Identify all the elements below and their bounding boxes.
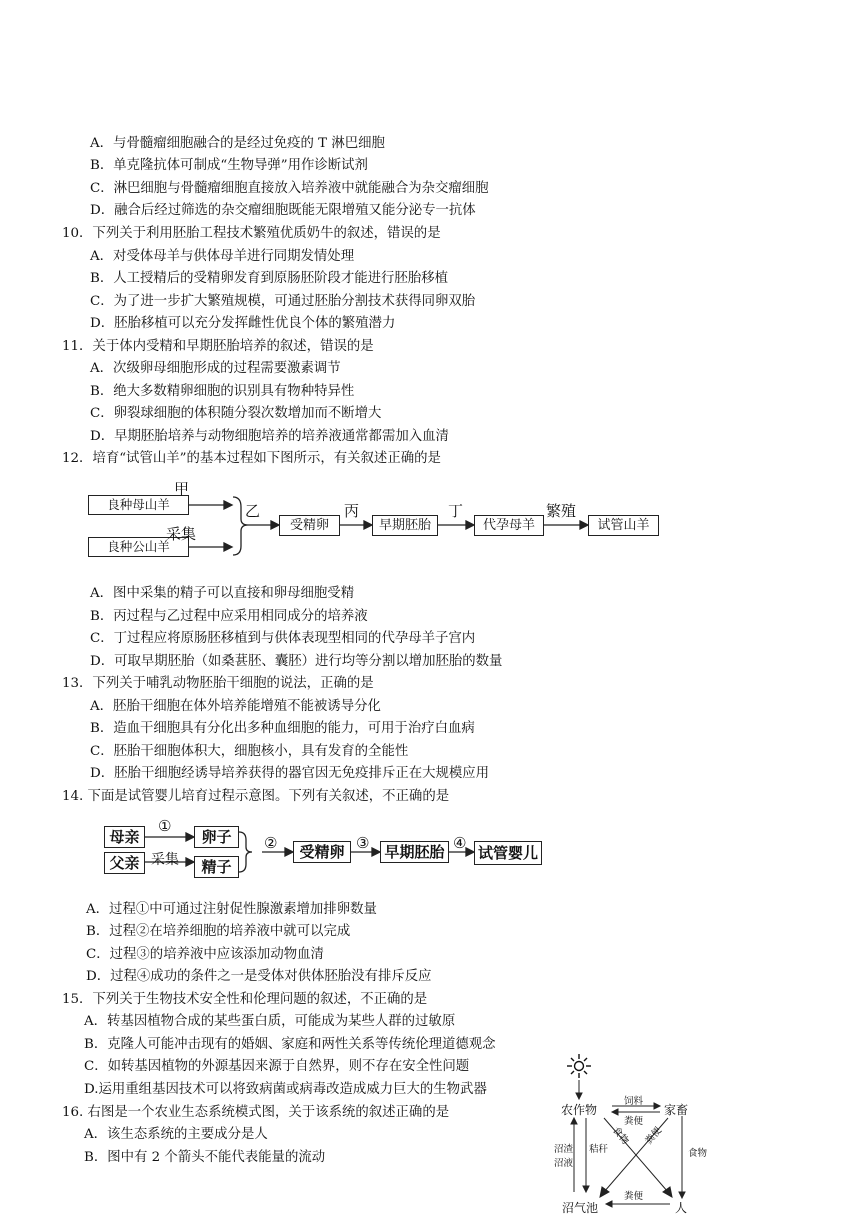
q16-label-liquid: 沼液 — [554, 1158, 574, 1169]
q12-option-c: C．丁过程应将原肠胚移植到与供体表现型相同的代孕母羊子宫内 — [90, 631, 476, 646]
q14-box-zygote: 受精卵 — [293, 841, 351, 863]
q9-option-d: D．融合后经过筛选的杂交瘤细胞既能无限增殖又能分泌专一抗体 — [90, 203, 476, 218]
q11-option-c: C．卵裂球细胞的体积随分裂次数增加而不断增大 — [90, 406, 382, 421]
q14-box-mother: 母亲 — [104, 826, 145, 848]
q10-option-c: C．为了进一步扩大繁殖规模，可通过胚胎分割技术获得同卵双胎 — [90, 294, 476, 309]
q10-stem: 10．下列关于利用胚胎工程技术繁殖优质奶牛的叙述，错误的是 — [62, 226, 441, 241]
q14-step-3: ③ — [356, 834, 370, 852]
q12-box-female-goat: 良种母山羊 — [88, 495, 189, 515]
q16-label-straw: 秸秆 — [589, 1144, 609, 1155]
q14-step-4: ④ — [453, 834, 467, 852]
q9-option-a: A．与骨髓瘤细胞融合的是经过免疫的 T 淋巴细胞 — [90, 136, 385, 151]
q11-option-d: D．早期胚胎培养与动物细胞培养的培养液通常都需加入血清 — [90, 429, 449, 444]
q15-stem: 15．下列关于生物技术安全性和伦理问题的叙述，不正确的是 — [62, 992, 428, 1007]
q12-stem: 12．培育“试管山羊”的基本过程如下图所示，有关叙述正确的是 — [62, 451, 441, 466]
q12-label-jia: 甲 — [174, 480, 190, 498]
q12-box-male-goat: 良种公山羊 — [88, 537, 189, 557]
q16-label-residue: 沼渣 — [554, 1144, 574, 1155]
q11-option-a: A．次级卵母细胞形成的过程需要激素调节 — [90, 361, 341, 376]
q13-option-b: B．造血干细胞具有分化出多种血细胞的能力，可用于治疗白血病 — [90, 721, 475, 736]
q14-box-embryo: 早期胚胎 — [380, 841, 449, 863]
q15-option-a: A．转基因植物合成的某些蛋白质，可能成为某些人群的过敏原 — [84, 1014, 456, 1029]
q16-node-biogas: 沼气池 — [562, 1201, 599, 1215]
q16-label-manure-bottom: 粪便 — [624, 1191, 644, 1202]
q16-node-crops: 农作物 — [561, 1103, 598, 1117]
q16-label-feed: 饲料 — [624, 1096, 644, 1107]
q14-step-2: ② — [264, 834, 278, 852]
q10-option-b: B．人工授精后的受精卵发育到原肠胚阶段才能进行胚胎移植 — [90, 271, 448, 286]
q12-box-zygote: 受精卵 — [279, 515, 340, 536]
q14-option-b: B．过程②在培养细胞的培养液中就可以完成 — [86, 924, 351, 939]
q14-label-caiji: 采集 — [151, 852, 179, 868]
q12-box-test-tube-goat: 试管山羊 — [588, 515, 659, 536]
q12-option-d: D．可取早期胚胎（如桑葚胚、囊胚）进行均等分割以增加胚胎的数量 — [90, 654, 503, 669]
q11-stem: 11．关于体内受精和早期胚胎培养的叙述，错误的是 — [62, 339, 374, 354]
q12-label-ding: 丁 — [448, 502, 464, 520]
q12-option-a: A．图中采集的精子可以直接和卵母细胞受精 — [90, 586, 355, 601]
q16-node-livestock: 家畜 — [664, 1103, 689, 1117]
q13-option-a: A．胚胎干细胞在体外培养能增殖不能被诱导分化 — [90, 699, 381, 714]
q12-label-yi: 乙 — [245, 502, 261, 520]
q15-option-c: C．如转基因植物的外源基因来源于自然界，则不存在安全性问题 — [84, 1059, 470, 1074]
q12-option-b: B．丙过程与乙过程中应采用相同成分的培养液 — [90, 609, 368, 624]
q16-label-food-diag: 食物 — [610, 1125, 631, 1147]
q13-option-d: D．胚胎干细胞经诱导培养获得的器官因无免疫排斥正在大规模应用 — [90, 766, 490, 781]
q16-label-manure-top: 粪便 — [624, 1116, 644, 1127]
q14-option-c: C．过程③的培养液中应该添加动物血清 — [86, 947, 324, 962]
q12-box-embryo: 早期胚胎 — [372, 515, 438, 536]
q12-label-caiji: 采集 — [166, 525, 197, 543]
q12-label-bing: 丙 — [344, 502, 360, 520]
q16-stem: 16. 右图是一个农业生态系统模式图，关于该系统的叙述正确的是 — [62, 1105, 450, 1120]
q14-box-sperm: 精子 — [194, 856, 239, 878]
q15-option-b: B．克隆人可能冲击现有的婚姻、家庭和两性关系等传统伦理道德观念 — [84, 1037, 496, 1052]
q13-option-c: C．胚胎干细胞体积大，细胞核小，具有发育的全能性 — [90, 744, 409, 759]
q16-option-a: A．该生态系统的主要成分是人 — [84, 1127, 268, 1142]
q14-option-a: A．过程①中可通过注射促性腺激素增加排卵数量 — [86, 902, 377, 917]
q16-option-b: B．图中有 2 个箭头不能代表能量的流动 — [84, 1150, 326, 1165]
q12-label-fanzhi: 繁殖 — [546, 502, 577, 520]
q14-option-d: D．过程④成功的条件之一是受体对供体胚胎没有排斥反应 — [86, 969, 432, 984]
q15-option-d: D.运用重组基因技术可以将致病菌或病毒改造成威力巨大的生物武器 — [84, 1082, 487, 1097]
q14-step-1: ① — [158, 817, 172, 835]
q9-option-b: B．单克隆抗体可制成“生物导弹”用作诊断试剂 — [90, 158, 368, 173]
q14-box-egg: 卵子 — [194, 826, 239, 848]
q14-stem: 14. 下面是试管婴儿培育过程示意图。下列有关叙述，不正确的是 — [62, 789, 450, 804]
q16-node-human: 人 — [675, 1201, 688, 1215]
q13-stem: 13．下列关于哺乳动物胚胎干细胞的说法，正确的是 — [62, 676, 374, 691]
q9-option-c: C．淋巴细胞与骨髓瘤细胞直接放入培养液中就能融合为杂交瘤细胞 — [90, 181, 489, 196]
q11-option-b: B．绝大多数精卵细胞的识别具有物种特异性 — [90, 384, 355, 399]
q12-box-surrogate: 代孕母羊 — [474, 515, 544, 536]
q10-option-d: D．胚胎移植可以充分发挥雌性优良个体的繁殖潜力 — [90, 316, 396, 331]
sun-icon — [567, 1054, 591, 1078]
q14-box-father: 父亲 — [104, 852, 145, 874]
q16-label-manure-diag: 粪便 — [643, 1125, 664, 1147]
q16-label-food-right: 食物 — [688, 1148, 708, 1159]
q10-option-a: A．对受体母羊与供体母羊进行同期发情处理 — [90, 249, 355, 264]
q14-box-baby: 试管婴儿 — [474, 841, 542, 865]
